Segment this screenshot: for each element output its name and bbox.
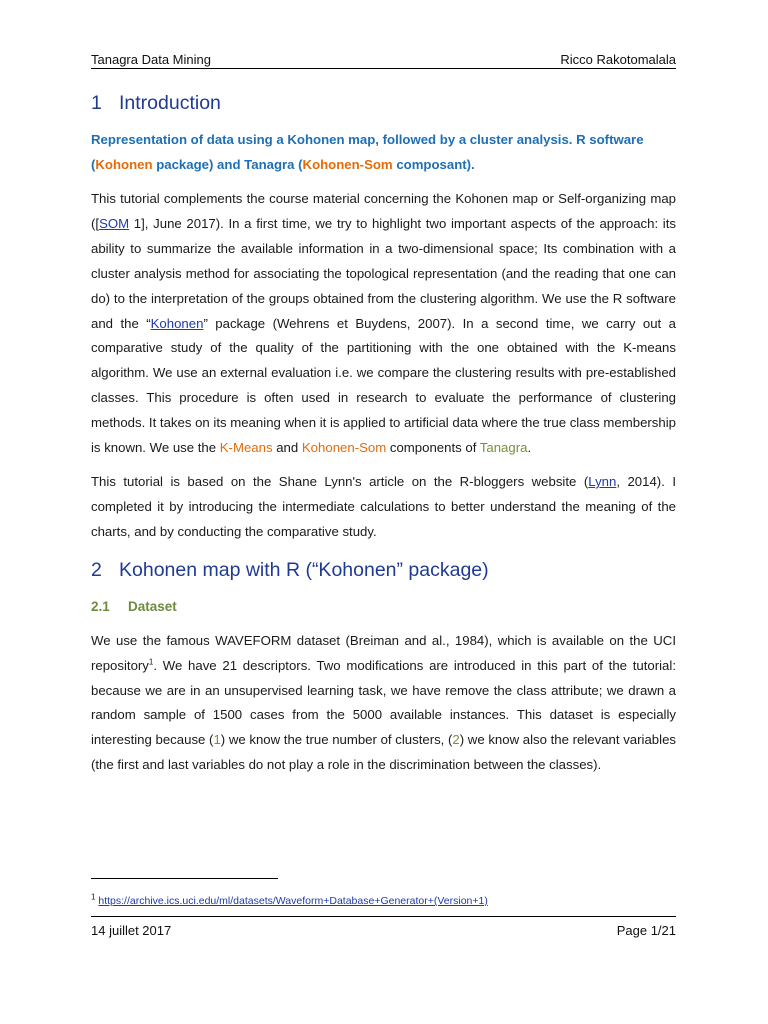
header-right: Ricco Rakotomalala <box>560 52 676 67</box>
paragraph-text: components of <box>386 440 480 456</box>
paragraph-text: . We have 21 descriptors. Two modifications are introduced in this part of the tutorial: because we are in an unsupervised learning task, we have remove the class attribute; we drawn a random sample of 1500 cases from the 5000 available instances. This dataset is especially interesting because ( <box>91 657 676 748</box>
subsection-number: 2.1 <box>91 598 110 614</box>
intro-paragraph-2 <box>91 470 676 545</box>
section-2-heading <box>91 555 676 585</box>
dataset-paragraph <box>91 629 676 778</box>
document-body <box>91 88 676 778</box>
paragraph-text: We use the famous WAVEFORM dataset (Breiman and al., 1984), which is available on the UCI repository <box>91 632 676 673</box>
footnote-ref: 1 <box>148 657 154 667</box>
section-2-number: 2 <box>91 558 102 581</box>
subsection-title: Dataset <box>128 598 177 614</box>
intro-paragraph-1 <box>91 187 676 461</box>
header-left: Tanagra Data Mining <box>91 52 211 67</box>
paragraph-text: ) we know the true number of clusters, ( <box>220 732 453 748</box>
running-footer <box>91 916 676 939</box>
paragraph-text: ” package (Wehrens et Buydens, 2007). In a second time, we carry out a comparative study of the quality of the partitioning with the one obtained with the K-means algorithm. We use an external evaluation i.e. we compare the clustering results with pre-established classes. This procedure is often used in research to evaluate the performance of clustering methods. It takes on its meaning when it is applied to artificial data where the true class membership is known. We use the <box>91 315 676 456</box>
tanagra-term: Tanagra <box>479 440 528 456</box>
section-1-heading <box>91 88 676 118</box>
lead-kohonen-som: Kohonen-Som <box>302 156 393 172</box>
lead-kohonen: Kohonen <box>95 156 153 172</box>
paragraph-text: ) we know also the relevant variables (the first and last variables do not play a role in the discrimination between the classes). <box>91 732 676 773</box>
section-2-title-suffix: ) <box>482 558 489 581</box>
lynn-link[interactable]: Lynn <box>588 473 617 489</box>
section-1-number: 1 <box>91 92 102 114</box>
paragraph-text: and <box>272 440 302 456</box>
page-number: Page 1/21 <box>616 923 676 938</box>
lead-text: Representation of data using a Kohonen map, followed by a cluster analysis. R software ( <box>91 132 644 172</box>
footnote <box>91 894 676 908</box>
footer-date: 14 juillet 2017 <box>91 923 172 938</box>
section-2-title-quoted: “Kohonen” package <box>311 558 483 581</box>
paragraph-text: This tutorial is based on the Shane Lynn's article on the R-bloggers website ( <box>91 473 589 489</box>
paragraph-text: , 2014). I completed it by introducing the intermediate calculations to better understand the meaning of the charts, and by conducting the comparative study. <box>91 473 676 539</box>
lead-text: package) and Tanagra ( <box>152 156 303 172</box>
kohonen-som-term: Kohonen-Som <box>301 440 387 456</box>
som-link[interactable]: SOM <box>99 215 130 231</box>
point-number-1: 1 <box>213 732 221 748</box>
section-1-title: Introduction <box>119 92 221 114</box>
paragraph-text: This tutorial complements the course material concerning the Kohonen map or Self-organizing map ([ <box>91 191 676 231</box>
kmeans-term: K-Means <box>219 440 273 456</box>
section-2-title-prefix: Kohonen map with R ( <box>119 558 312 581</box>
point-number-2: 2 <box>452 732 460 748</box>
running-header <box>91 50 676 69</box>
footnote-url-link[interactable]: https://archive.ics.uci.edu/ml/datasets/Waveform+Database+Generator+(Version+1) <box>98 895 488 907</box>
footnote-separator <box>91 878 278 879</box>
lead-text: composant). <box>392 156 475 172</box>
subsection-2-1-heading <box>91 596 676 618</box>
kohonen-link[interactable]: Kohonen <box>150 315 204 331</box>
paragraph-text: 1], June 2017). In a first time, we try to highlight two important aspects of the approach: its ability to summarize the available information in a two-dimensional space; Its combination with a cluster analysis method for associating the topological representation (and the reading that one can do) to the interpretation of the groups obtained from the clustering algorithm. We use the R software and the “ <box>91 215 676 331</box>
intro-lead <box>91 128 676 177</box>
paragraph-text: . <box>527 440 532 456</box>
footnote-marker: 1 <box>91 892 96 902</box>
